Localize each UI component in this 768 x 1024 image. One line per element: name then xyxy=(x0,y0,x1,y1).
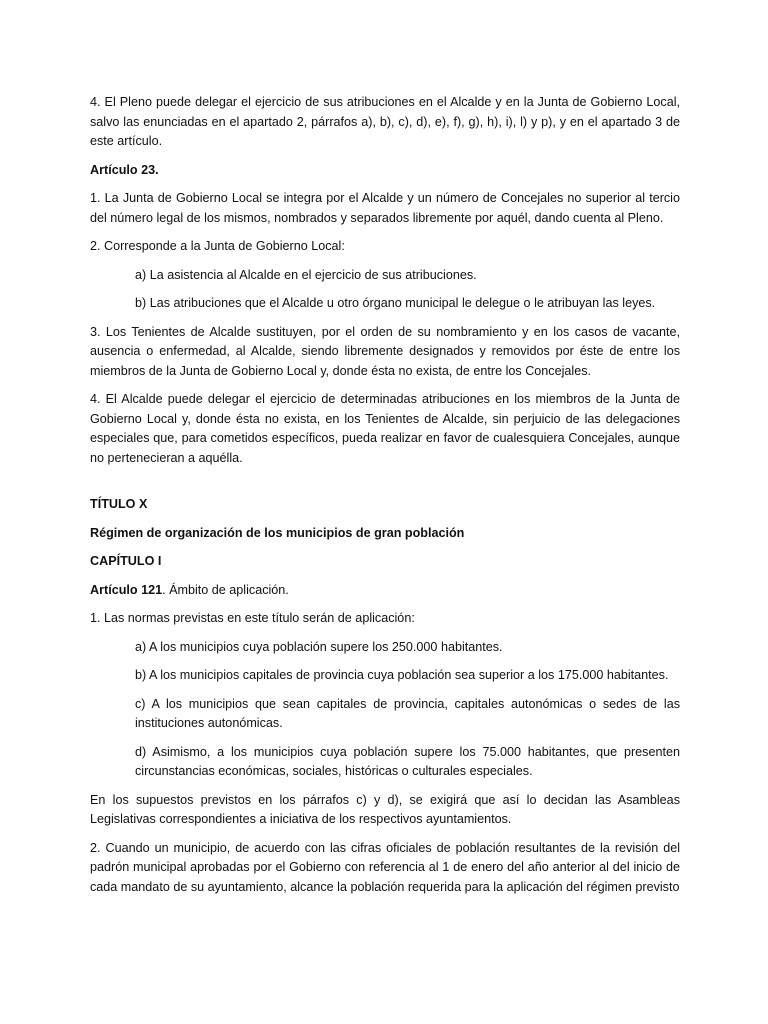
article-23-heading: Artículo 23. xyxy=(90,162,159,177)
titulo-heading: TÍTULO X xyxy=(90,497,148,511)
article-121-title: . Ámbito de aplicación. xyxy=(162,582,289,597)
paragraph-art121-1c: c) A los municipios que sean capitales de provincia, capitales autonómicas o sedes de las instituciones autonómicas. xyxy=(135,696,680,730)
paragraph-art23-2a: a) La asistencia al Alcalde en el ejercicio de sus atribuciones. xyxy=(135,267,477,282)
paragraph-art121-1d: d) Asimismo, a los municipios cuya población supere los 75.000 habitantes, que presenten circunstancias económicas, sociales, históricas o culturales especiales. xyxy=(135,744,680,778)
paragraph-art121-1a: a) A los municipios cuya población supere los 250.000 habitantes. xyxy=(135,639,503,654)
paragraph-art23-2: 2. Corresponde a la Junta de Gobierno Local: xyxy=(90,239,345,253)
paragraph-art23-4: 4. El Alcalde puede delegar el ejercicio de determinadas atribuciones en los miembros de la Junta de Gobierno Local y, donde ésta no exista, en los Tenientes de Alcalde, sin perjuicio de las delegaciones especiales que, para cometidos específicos, pueda realizar en favor de cualesquiera Concejales, aunque no pertenecieran a aquélla. xyxy=(90,392,680,465)
paragraph-art121-supuestos: En los supuestos previstos en los párrafos c) y d), se exigirá que así lo decidan las Asambleas Legislativas correspondientes a iniciativa de los respectivos ayuntamientos. xyxy=(90,792,680,826)
paragraph-art121-2: 2. Cuando un municipio, de acuerdo con las cifras oficiales de población resultantes de la revisión del padrón municipal aprobadas por el Gobierno con referencia al 1 de enero del año anterior al del inicio de cada mandato de su ayuntamiento, alcance la población requerida para la aplicación del régimen previsto xyxy=(90,840,680,894)
capitulo-heading: CAPÍTULO I xyxy=(90,554,162,568)
paragraph-art23-3: 3. Los Tenientes de Alcalde sustituyen, por el orden de su nombramiento y en los casos de vacante, ausencia o enfermedad, al Alcalde, siendo libremente designados y removidos por éste de entre los miembros de la Junta de Gobierno Local y, donde ésta no exista, de entre los Concejales. xyxy=(90,324,680,378)
paragraph-art121-1: 1. Las normas previstas en este título serán de aplicación: xyxy=(90,611,415,625)
article-121-number: Artículo 121 xyxy=(90,582,163,597)
paragraph-art23-1: 1. La Junta de Gobierno Local se integra por el Alcalde y un número de Concejales no superior al tercio del número legal de los mismos, nombrados y separados libremente por aquél, dando cuenta al Pleno. xyxy=(90,191,680,225)
paragraph-art121-1b: b) A los municipios capitales de provincia cuya población sea superior a los 175.000 habitantes. xyxy=(135,668,669,682)
article-121-heading xyxy=(90,581,680,601)
paragraph-art23-2b: b) Las atribuciones que el Alcalde u otro órgano municipal le delegue o le atribuyan las leyes. xyxy=(135,296,656,310)
document-page xyxy=(90,93,680,906)
paragraph-art22-4: 4. El Pleno puede delegar el ejercicio de sus atribuciones en el Alcalde y en la Junta de Gobierno Local, salvo las enunciadas en el apartado 2, párrafos a), b), c), d), e), f), g), h), i), l) y p), y en el apartado 3 de este artículo. xyxy=(90,95,680,148)
titulo-subheading: Régimen de organización de los municipios de gran población xyxy=(90,525,465,540)
